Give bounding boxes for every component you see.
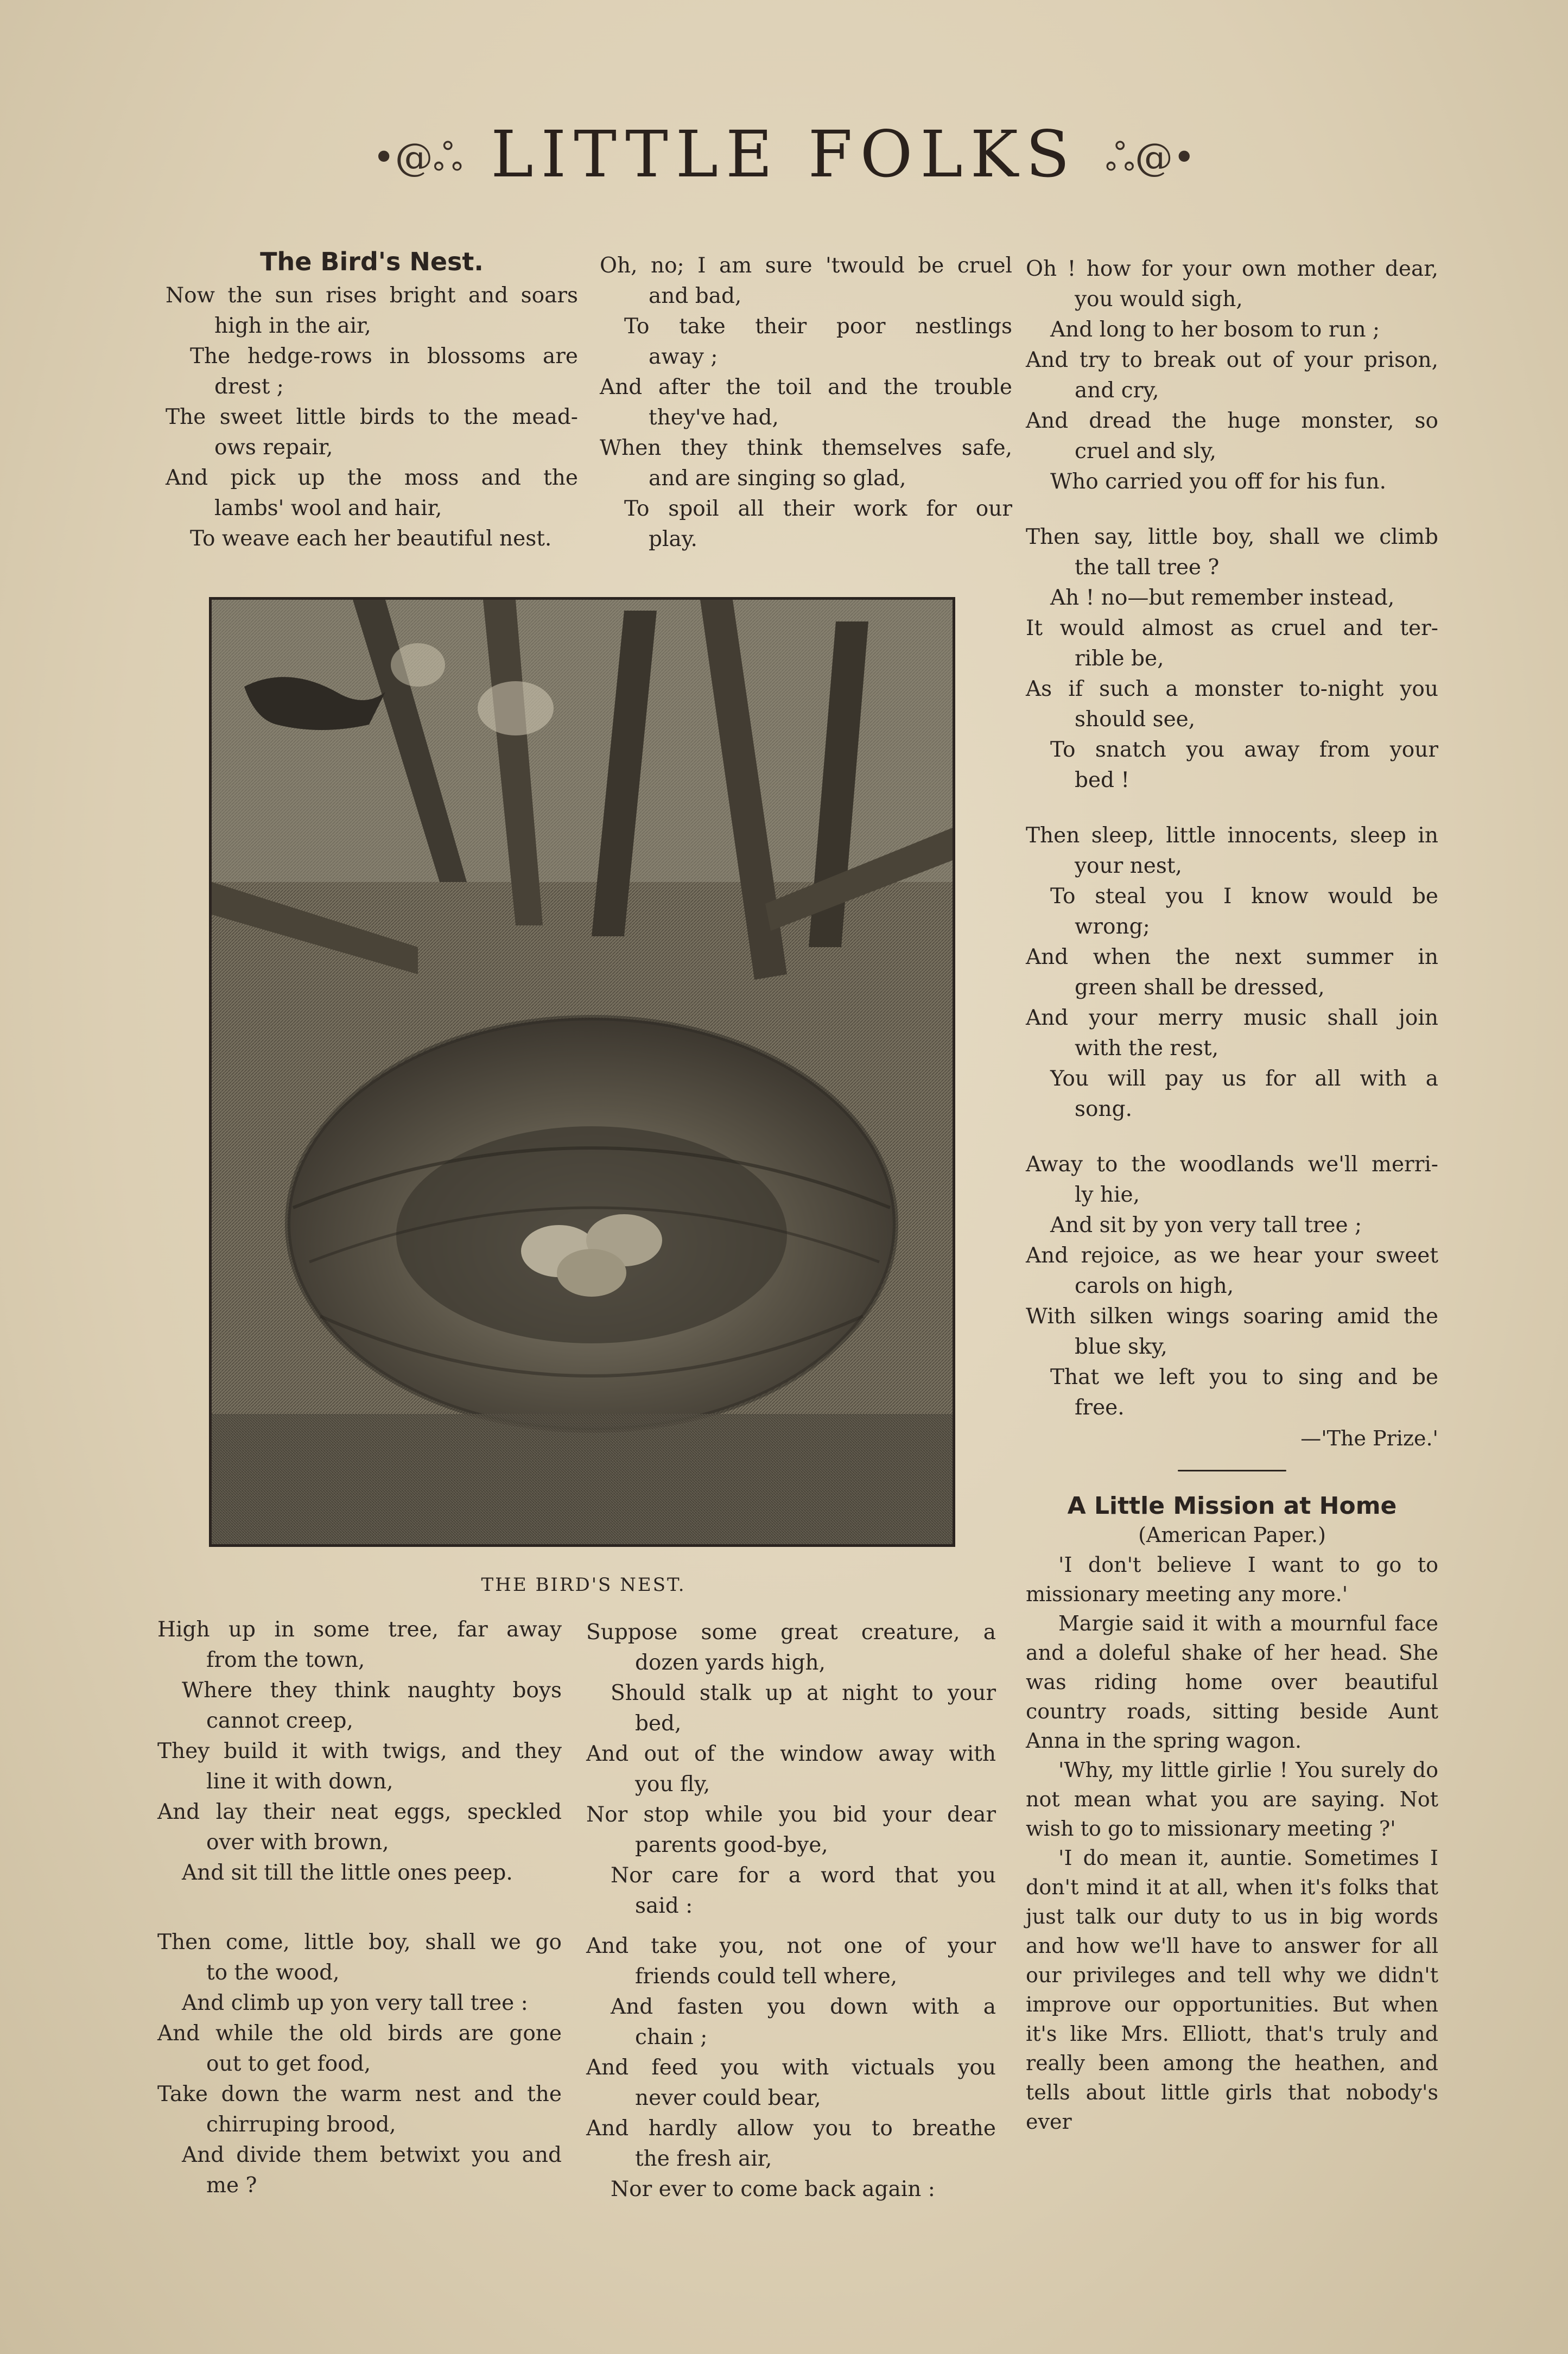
poem-line: never could bear, — [635, 2086, 821, 2110]
poem-line: As if such a monster to-night you — [1026, 677, 1438, 701]
stanza — [157, 1615, 562, 1888]
poem-line: The sweet little birds to the mead- — [166, 405, 578, 429]
poem-line: And dread the huge monster, so — [1026, 409, 1438, 433]
poem-line: from the town, — [206, 1648, 365, 1672]
stanza — [166, 281, 578, 554]
poem-line: Away to the woodlands we'll merri- — [1026, 1152, 1438, 1177]
poem-line: And out of the window away with — [586, 1742, 996, 1766]
right-ornament-icon: ஃ@• — [1105, 135, 1196, 180]
poem-line: chain ; — [635, 2025, 708, 2050]
poem-line: free. — [1075, 1395, 1125, 1420]
poem-line: Then come, little boy, shall we go — [157, 1930, 562, 1955]
poem-line: Who carried you off for his fun. — [1050, 469, 1387, 494]
poem-line: away ; — [649, 345, 718, 369]
poem-line: And when the next summer in — [1026, 945, 1438, 969]
poem-line: And take you, not one of your — [586, 1934, 996, 1958]
left-ornament-icon: •@ஃ — [372, 135, 463, 180]
poem-line: with the rest, — [1075, 1036, 1219, 1061]
article-source: (American Paper.) — [1138, 1523, 1326, 1547]
poem-line: you fly, — [635, 1772, 710, 1797]
poem-line: over with brown, — [206, 1830, 389, 1855]
poem-column-1-top — [166, 247, 578, 579]
poem-line: Where they think naughty boys — [182, 1678, 562, 1703]
stanza — [1026, 522, 1438, 796]
poem-column-1-bottom — [157, 1615, 562, 2226]
poem-line: Should stalk up at night to your — [611, 1681, 996, 1705]
poem-line: should see, — [1075, 707, 1196, 732]
poem-line: and are singing so glad, — [649, 466, 906, 491]
poem-line: parents good-bye, — [635, 1833, 828, 1857]
poem-line: And divide them betwixt you and — [182, 2143, 562, 2167]
poem-line: And long to her bosom to run ; — [1050, 318, 1380, 342]
poem-title: The Bird's Nest. — [260, 247, 484, 276]
poem-line: To steal you I know would be — [1050, 884, 1438, 909]
poem-line: high in the air, — [214, 314, 371, 338]
poem-line: You will pay us for all with a — [1050, 1067, 1438, 1091]
article-paragraph: 'Why, my little girlie ! You surely do not mean what you are saying. Not wish to go to missionary meeting ?' — [1026, 1758, 1438, 1841]
poem-line: dozen yards high, — [635, 1651, 826, 1675]
poem-line: line it with down, — [206, 1769, 393, 1794]
poem-line: High up in some tree, far away — [157, 1617, 562, 1642]
poem-line: lambs' wool and hair, — [214, 496, 442, 521]
masthead-title: LITTLE FOLKS — [491, 117, 1077, 192]
poem-line: That we left you to sing and be — [1050, 1365, 1438, 1389]
poem-line: With silken wings soaring amid the — [1026, 1304, 1438, 1329]
poem-line: friends could tell where, — [635, 1964, 898, 1989]
poem-line: When they think themselves safe, — [600, 436, 1012, 460]
poem-line: the tall tree ? — [1075, 555, 1220, 580]
poem-line: And while the old birds are gone — [157, 2021, 562, 2046]
poem-line: ows repair, — [214, 435, 333, 460]
poem-line: Take down the warm nest and the — [157, 2082, 562, 2106]
poem-line: cruel and sly, — [1075, 439, 1217, 464]
poem-line: To spoil all their work for our — [624, 497, 1012, 521]
poem-line: said : — [635, 1894, 693, 1918]
poem-line: green shall be dressed, — [1075, 975, 1325, 1000]
poem-line: carols on high, — [1075, 1274, 1234, 1298]
poem-line: the fresh air, — [635, 2147, 772, 2171]
poem-line: Oh ! how for your own mother dear, — [1026, 257, 1438, 281]
masthead — [0, 117, 1568, 192]
stanza — [1026, 254, 1438, 497]
article-body — [1026, 1550, 1438, 2136]
poem-line: And hardly allow you to breathe — [586, 2116, 996, 2141]
poem-line: your nest, — [1075, 854, 1182, 878]
poem-line: Then sleep, little innocents, sleep in — [1026, 823, 1438, 848]
birds-nest-engraving — [209, 597, 955, 1547]
section-divider — [1178, 1470, 1286, 1471]
poem-attribution: —'The Prize.' — [1300, 1426, 1438, 1450]
stanza — [586, 1931, 996, 2205]
poem-column-3 — [1026, 254, 1438, 2136]
poem-line: and cry, — [1075, 378, 1159, 403]
poem-line: out to get food, — [206, 2052, 371, 2076]
stanza — [157, 1927, 562, 2201]
poem-line: bed, — [635, 1711, 682, 1736]
poem-line: To snatch you away from your — [1050, 738, 1438, 762]
poem-line: Then say, little boy, shall we climb — [1026, 525, 1438, 549]
poem-line: Ah ! no—but remember instead, — [1050, 586, 1395, 610]
poem-line: And rejoice, as we hear your sweet — [1026, 1243, 1438, 1268]
poem-line: song. — [1075, 1097, 1132, 1121]
poem-line: And your merry music shall join — [1026, 1006, 1438, 1030]
article-title: A Little Mission at Home — [1067, 1492, 1397, 1520]
poem-line: And pick up the moss and the — [166, 466, 578, 490]
poem-line: The hedge-rows in blossoms are — [190, 344, 578, 369]
poem-line: chirruping brood, — [206, 2112, 396, 2137]
poem-line: cannot creep, — [206, 1709, 353, 1733]
poem-line: And feed you with victuals you — [586, 2055, 996, 2080]
poem-line: wrong; — [1075, 915, 1150, 939]
poem-line: Now the sun rises bright and soars — [166, 283, 578, 308]
poem-line: Suppose some great creature, a — [586, 1620, 996, 1645]
poem-line: And sit till the little ones peep. — [182, 1861, 513, 1885]
stanza — [1026, 821, 1438, 1125]
poem-line: They build it with twigs, and they — [157, 1739, 562, 1763]
poem-column-2-bottom — [586, 1617, 996, 2230]
poem-line: Nor stop while you bid your dear — [586, 1803, 996, 1827]
poem-line: And fasten you down with a — [611, 1995, 996, 2019]
poem-line: me ? — [206, 2173, 257, 2198]
poem-line: And after the toil and the trouble — [600, 375, 1012, 399]
stanza — [1026, 1150, 1438, 1423]
poem-line: they've had, — [649, 405, 779, 430]
stanza — [586, 1617, 996, 1921]
poem-line: play. — [649, 527, 697, 551]
poem-line: And sit by yon very tall tree ; — [1050, 1213, 1362, 1238]
poem-line: blue sky, — [1075, 1335, 1167, 1359]
illustration-caption: THE BIRD'S NEST. — [481, 1574, 686, 1596]
poem-line: And climb up yon very tall tree : — [182, 1991, 528, 2015]
poem-column-2-top — [600, 251, 1012, 580]
article-paragraph: Margie said it with a mournful face and a doleful shake of her head. She was riding home over beautiful country roads, sitting beside Aunt Anna in the spring wagon. — [1026, 1611, 1438, 1753]
poem-line: bed ! — [1075, 768, 1130, 792]
poem-line: Nor care for a word that you — [611, 1863, 996, 1888]
stanza — [600, 251, 1012, 555]
poem-line: To take their poor nestlings — [624, 314, 1012, 339]
poem-line: And lay their neat eggs, speckled — [157, 1800, 562, 1824]
poem-line: rible be, — [1075, 646, 1164, 671]
poem-line: It would almost as cruel and ter- — [1026, 616, 1438, 640]
poem-line: To weave each her beautiful nest. — [190, 526, 552, 551]
poem-line: to the wood, — [206, 1960, 340, 1985]
poem-line: Nor ever to come back again : — [611, 2177, 935, 2201]
poem-line: And try to break out of your prison, — [1026, 348, 1438, 372]
poem-line: you would sigh, — [1075, 287, 1243, 312]
poem-line: Oh, no; I am sure 'twould be cruel — [600, 253, 1012, 278]
nest-illustration-image — [212, 600, 953, 1544]
poem-line: ly hie, — [1075, 1183, 1140, 1207]
poem-line: and bad, — [649, 284, 742, 308]
article-paragraph: 'I don't believe I want to go to missionary meeting any more.' — [1026, 1553, 1438, 1606]
article-paragraph: 'I do mean it, auntie. Sometimes I don't mind it at all, when it's folks that just talk our duty to us in big words and how we'll have to answer for all our privileges and tell why we didn't improve our opportunities. But when it's like Mrs. Elliott, that's truly and really been among the heathen, and tells about little girls that nobody's ever — [1026, 1846, 1438, 2134]
poem-line: drest ; — [214, 375, 284, 399]
